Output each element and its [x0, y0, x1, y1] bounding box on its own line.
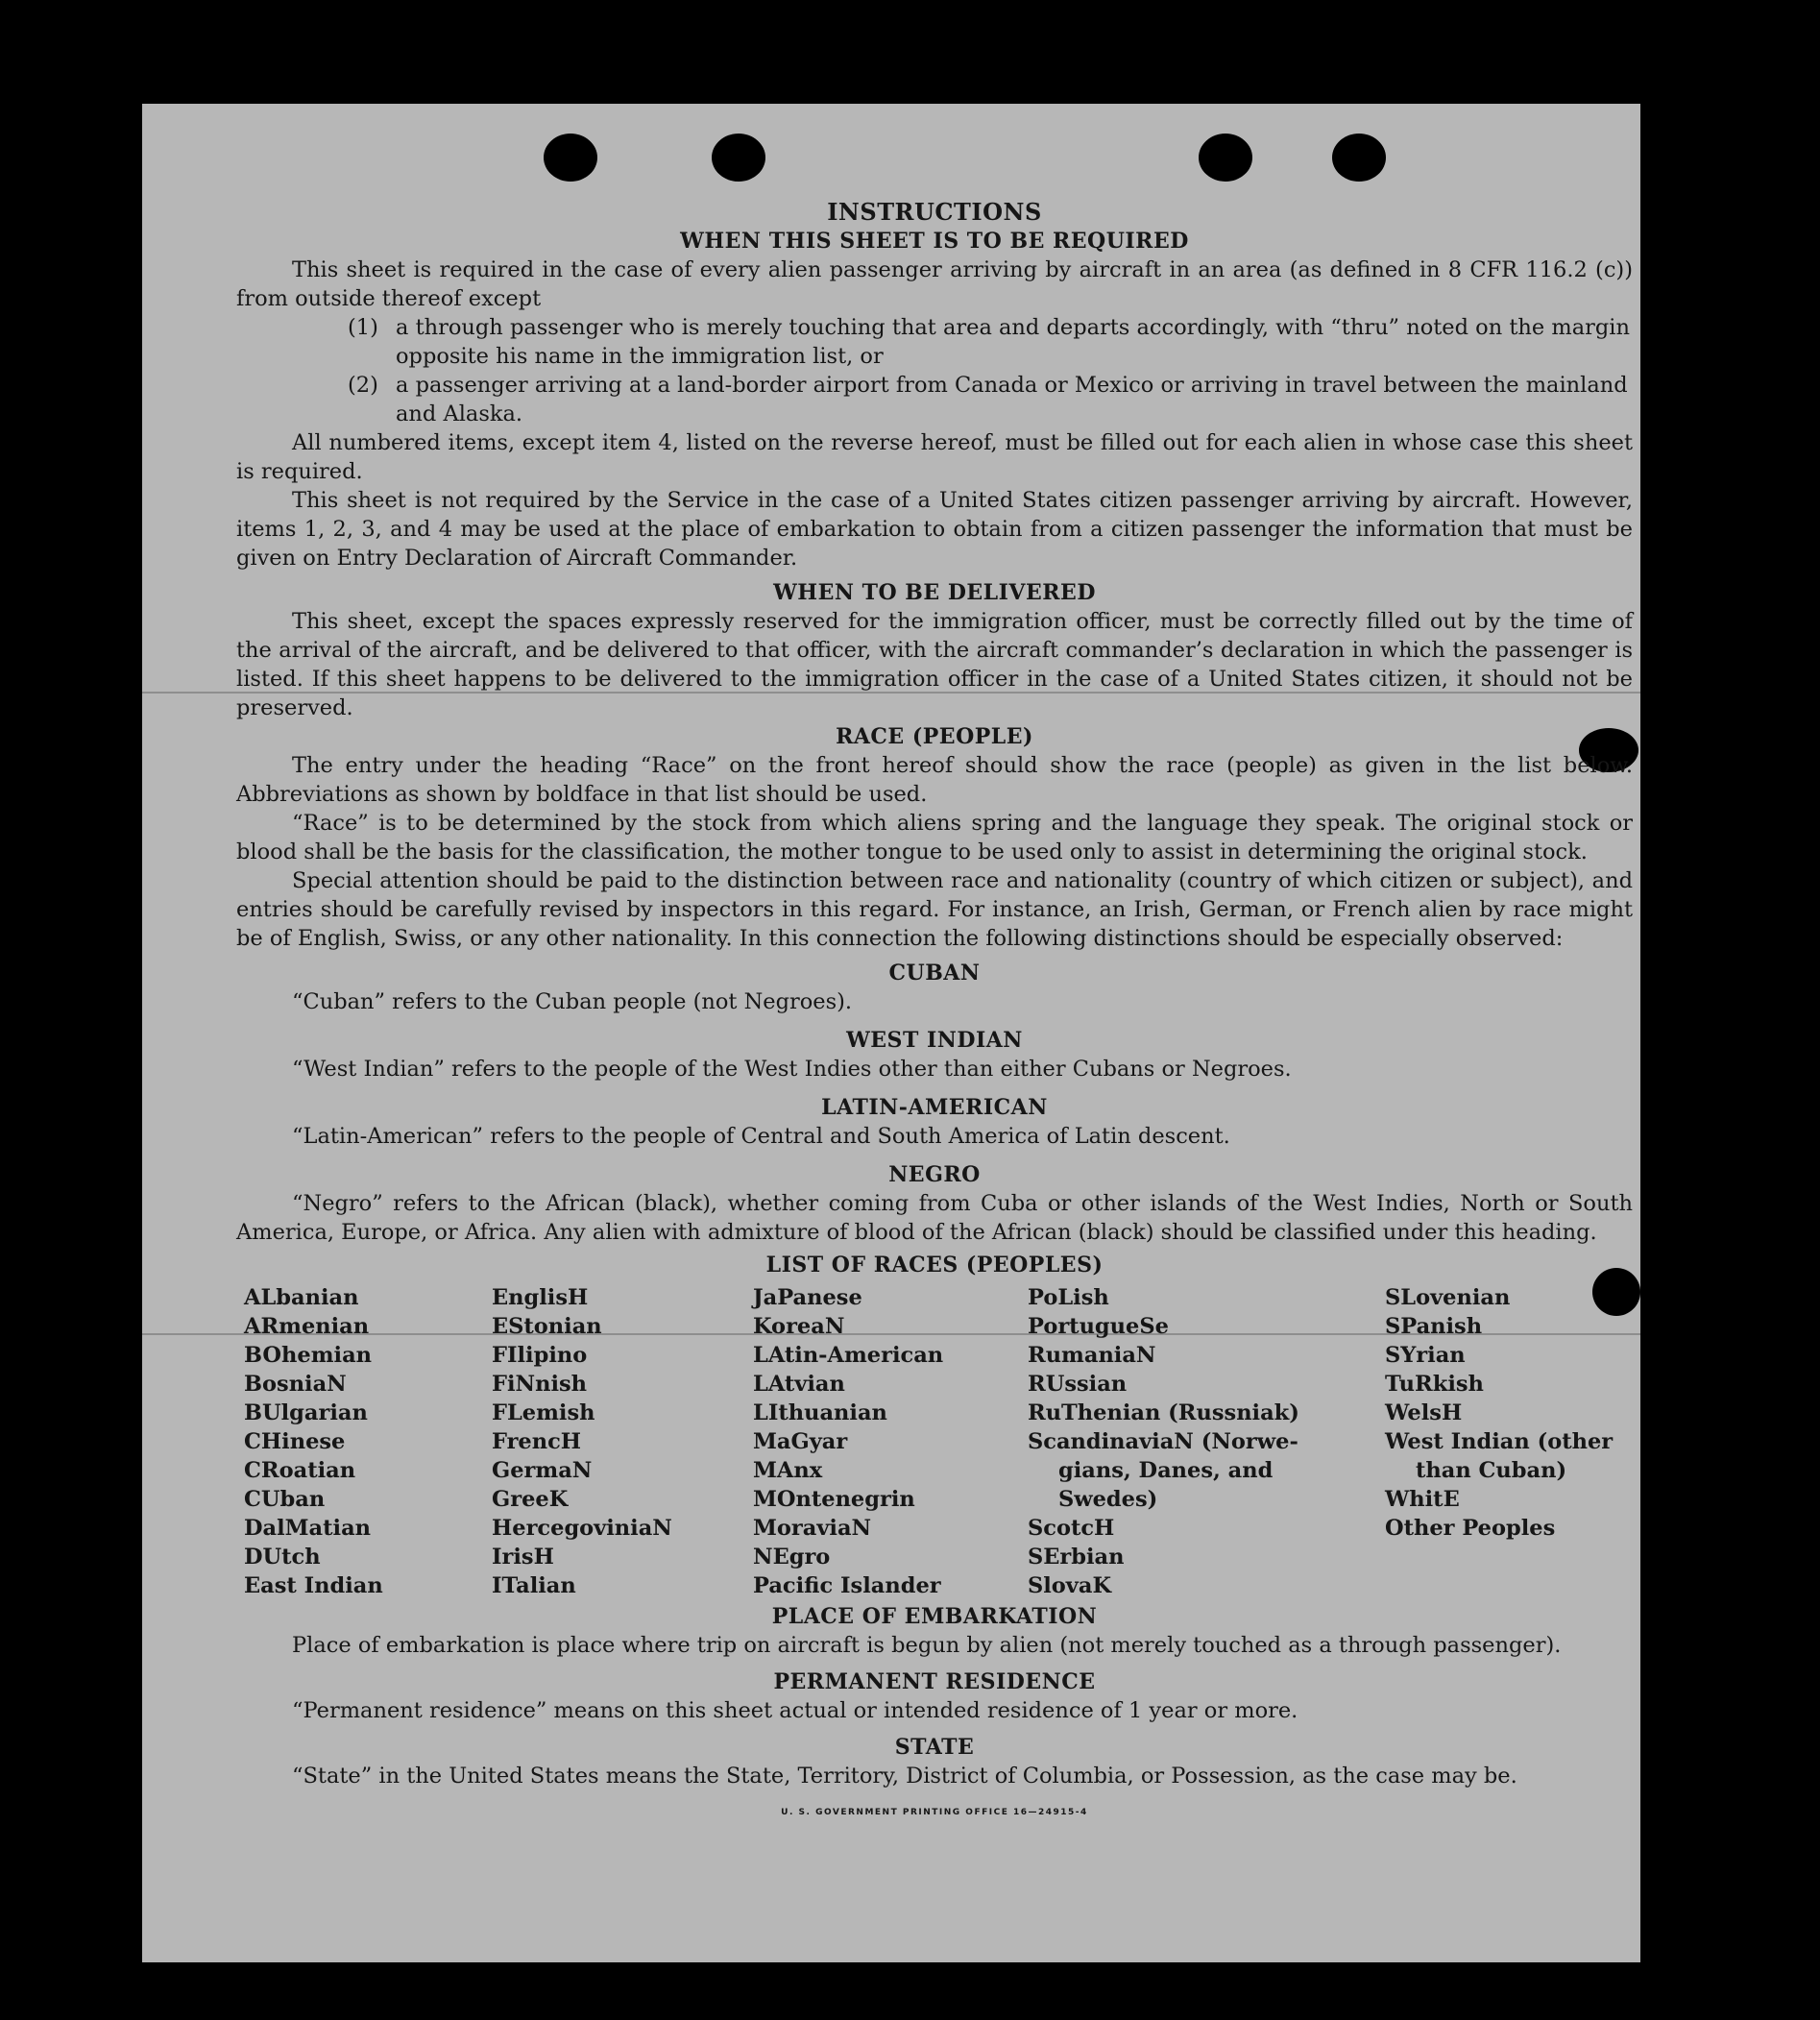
- races-column-3: [753, 1283, 1028, 1600]
- races-column-5: [1385, 1283, 1640, 1600]
- delivered-paragraph: This sheet, except the spaces expressly reserved for the immigration officer, must be correctly filled out by the time of the arrival of the aircraft, and be delivered to that officer, with the aircraft commander’s declaration in which the passenger is listed. If this sheet happens to be delivered to the immigration officer in the case of a United States citizen, it should not be preserved.: [236, 609, 1633, 720]
- binder-hole: [1199, 134, 1252, 182]
- race-entry: MOntenegrin: [753, 1487, 915, 1512]
- race-entry: HercegoviniaN: [492, 1516, 672, 1541]
- exception-text: a passenger arriving at a land-border airport from Canada or Mexico or arriving in travel between the mainland and Alaska.: [396, 373, 1628, 426]
- race-entry: JaPanese: [753, 1285, 862, 1310]
- race-entry: LAtvian: [753, 1372, 845, 1397]
- section-heading-embarkation: PLACE OF EMBARKATION: [771, 1604, 1098, 1629]
- races-column-2: [492, 1283, 753, 1600]
- race-entry: SPanish: [1385, 1314, 1483, 1339]
- race-entry: Pacific Islander: [753, 1573, 941, 1598]
- race-entry: MoraviaN: [753, 1516, 872, 1541]
- exception-item-2: [236, 371, 1633, 428]
- race-entry: FrencH: [492, 1429, 582, 1454]
- exception-number: (2): [348, 373, 378, 398]
- races-list: [236, 1283, 1633, 1600]
- race-entry: EnglisH: [492, 1285, 589, 1310]
- cuban-paragraph: “Cuban” refers to the Cuban people (not Negroes).: [292, 989, 853, 1014]
- binder-hole: [1332, 134, 1386, 182]
- race-entry: CHinese: [244, 1429, 346, 1454]
- race-entry: KoreaN: [753, 1314, 845, 1339]
- section-heading-race: RACE (PEOPLE): [836, 724, 1033, 749]
- west-indian-paragraph: “West Indian” refers to the people of the West Indies other than either Cubans or Negroes.: [292, 1057, 1292, 1082]
- section-heading-delivered: WHEN TO BE DELIVERED: [773, 580, 1096, 605]
- section-heading-cuban: CUBAN: [888, 961, 981, 986]
- embarkation-paragraph: Place of embarkation is place where trip on aircraft is begun by alien (not merely touched as a through passenger).: [292, 1633, 1562, 1658]
- race-entry: GreeK: [492, 1487, 569, 1512]
- race-entry: DalMatian: [244, 1516, 372, 1541]
- race-entry: LIthuanian: [753, 1400, 887, 1425]
- race-entry: PoLish: [1028, 1285, 1109, 1310]
- race-entry: FLemish: [492, 1400, 595, 1425]
- race-entry: GermaN: [492, 1458, 593, 1483]
- race-entry: PortugueSe: [1028, 1314, 1169, 1339]
- section-heading-list-of-races: LIST OF RACES (PEOPLES): [765, 1253, 1104, 1278]
- race-entry: IrisH: [492, 1545, 554, 1570]
- race-entry-continued: Swedes): [1058, 1487, 1158, 1512]
- numbered-items-paragraph: All numbered items, except item 4, listed on the reverse hereof, must be filled out for each alien in whose case this sheet is required.: [236, 430, 1633, 484]
- state-paragraph: “State” in the United States means the State, Territory, District of Columbia, or Possession, as the case may be.: [292, 1764, 1517, 1789]
- race-entry: ScandinaviaN (Norwe-: [1028, 1429, 1298, 1454]
- race-entry: West Indian (other: [1385, 1429, 1614, 1454]
- printing-office-footer: U. S. GOVERNMENT PRINTING OFFICE 16—24915-4: [781, 1808, 1088, 1817]
- section-heading-negro: NEGRO: [888, 1162, 981, 1187]
- exception-item-1: [236, 313, 1633, 371]
- race-paragraph-3: Special attention should be paid to the distinction between race and nationality (country of which citizen or subject), and entries should be carefully revised by inspectors in this regard. For instance, an Irish, German, or French alien by race might be of English, Swiss, or any other nationality. In this connection the following distinctions should be especially observed:: [236, 868, 1633, 951]
- race-entry: SLovenian: [1385, 1285, 1511, 1310]
- race-entry: BOhemian: [244, 1343, 373, 1368]
- race-entry: EStonian: [492, 1314, 602, 1339]
- race-entry: NEgro: [753, 1545, 831, 1570]
- exception-text: a through passenger who is merely touching that area and departs accordingly, with “thru” noted on the margin opposite his name in the immigration list, or: [396, 315, 1630, 369]
- race-entry: East Indian: [244, 1573, 383, 1598]
- race-entry: TuRkish: [1385, 1372, 1484, 1397]
- race-paragraph-2: “Race” is to be determined by the stock from which aliens spring and the language they speak. The original stock or blood shall be the basis for the classification, the mother tongue to be used only to assist in determining the original stock.: [236, 811, 1633, 864]
- race-entry: WelsH: [1385, 1400, 1463, 1425]
- race-entry: ALbanian: [244, 1285, 359, 1310]
- race-entry: ARmenian: [244, 1314, 370, 1339]
- latin-american-paragraph: “Latin-American” refers to the people of Central and South America of Latin descent.: [292, 1124, 1230, 1149]
- citizen-paragraph: This sheet is not required by the Service in the case of a United States citizen passenger arriving by aircraft. However, items 1, 2, 3, and 4 may be used at the place of embarkation to obtain from a citizen passenger the information that must be given on Entry Declaration of Aircraft Commander.: [236, 488, 1633, 571]
- race-entry: RuThenian (Russniak): [1028, 1400, 1299, 1425]
- race-entry: SErbian: [1028, 1545, 1125, 1570]
- instructions-content: [236, 198, 1633, 1817]
- race-entry: FIlipino: [492, 1343, 588, 1368]
- race-entry: ScotcH: [1028, 1516, 1115, 1541]
- negro-paragraph: “Negro” refers to the African (black), whether coming from Cuba or other islands of the West Indies, North or South America, Europe, or Africa. Any alien with admixture of blood of the African (black) should be classified under this heading.: [236, 1191, 1633, 1245]
- binder-hole: [544, 134, 597, 182]
- race-entry: WhitE: [1385, 1487, 1460, 1512]
- races-column-4: [1028, 1283, 1385, 1600]
- race-entry: RUssian: [1028, 1372, 1128, 1397]
- section-heading-required: WHEN THIS SHEET IS TO BE REQUIRED: [680, 229, 1189, 254]
- required-paragraph: This sheet is required in the case of every alien passenger arriving by aircraft in an area (as defined in 8 CFR 116.2 (c)) from outside thereof except: [236, 257, 1633, 311]
- race-entry: LAtin-American: [753, 1343, 944, 1368]
- exception-number: (1): [348, 315, 378, 340]
- race-entry-continued: than Cuban): [1416, 1458, 1567, 1483]
- race-entry: Other Peoples: [1385, 1516, 1556, 1541]
- section-heading-state: STATE: [894, 1735, 975, 1760]
- section-heading-latin-american: LATIN-AMERICAN: [821, 1095, 1048, 1120]
- instructions-title: INSTRUCTIONS: [827, 198, 1042, 226]
- race-paragraph-1: The entry under the heading “Race” on the front hereof should show the race (people) as given in the list below. Abbreviations as shown by boldface in that list should be used.: [236, 753, 1633, 807]
- form-sheet: [142, 104, 1640, 1962]
- race-entry: DUtch: [244, 1545, 321, 1570]
- race-entry: SlovaK: [1028, 1573, 1112, 1598]
- residence-paragraph: “Permanent residence” means on this sheet actual or intended residence of 1 year or more.: [292, 1698, 1298, 1723]
- race-entry-continued: gians, Danes, and: [1058, 1458, 1274, 1483]
- race-entry: BosniaN: [244, 1372, 347, 1397]
- races-column-1: [244, 1283, 492, 1600]
- section-heading-residence: PERMANENT RESIDENCE: [773, 1669, 1096, 1694]
- race-entry: FiNnish: [492, 1372, 588, 1397]
- race-entry: BUlgarian: [244, 1400, 368, 1425]
- race-entry: RumaniaN: [1028, 1343, 1156, 1368]
- race-entry: CUban: [244, 1487, 326, 1512]
- race-entry: MAnx: [753, 1458, 823, 1483]
- binder-hole: [712, 134, 765, 182]
- race-entry: ITalian: [492, 1573, 576, 1598]
- section-heading-west-indian: WEST INDIAN: [846, 1028, 1023, 1053]
- race-entry: MaGyar: [753, 1429, 848, 1454]
- race-entry: CRoatian: [244, 1458, 356, 1483]
- race-entry: SYrian: [1385, 1343, 1466, 1368]
